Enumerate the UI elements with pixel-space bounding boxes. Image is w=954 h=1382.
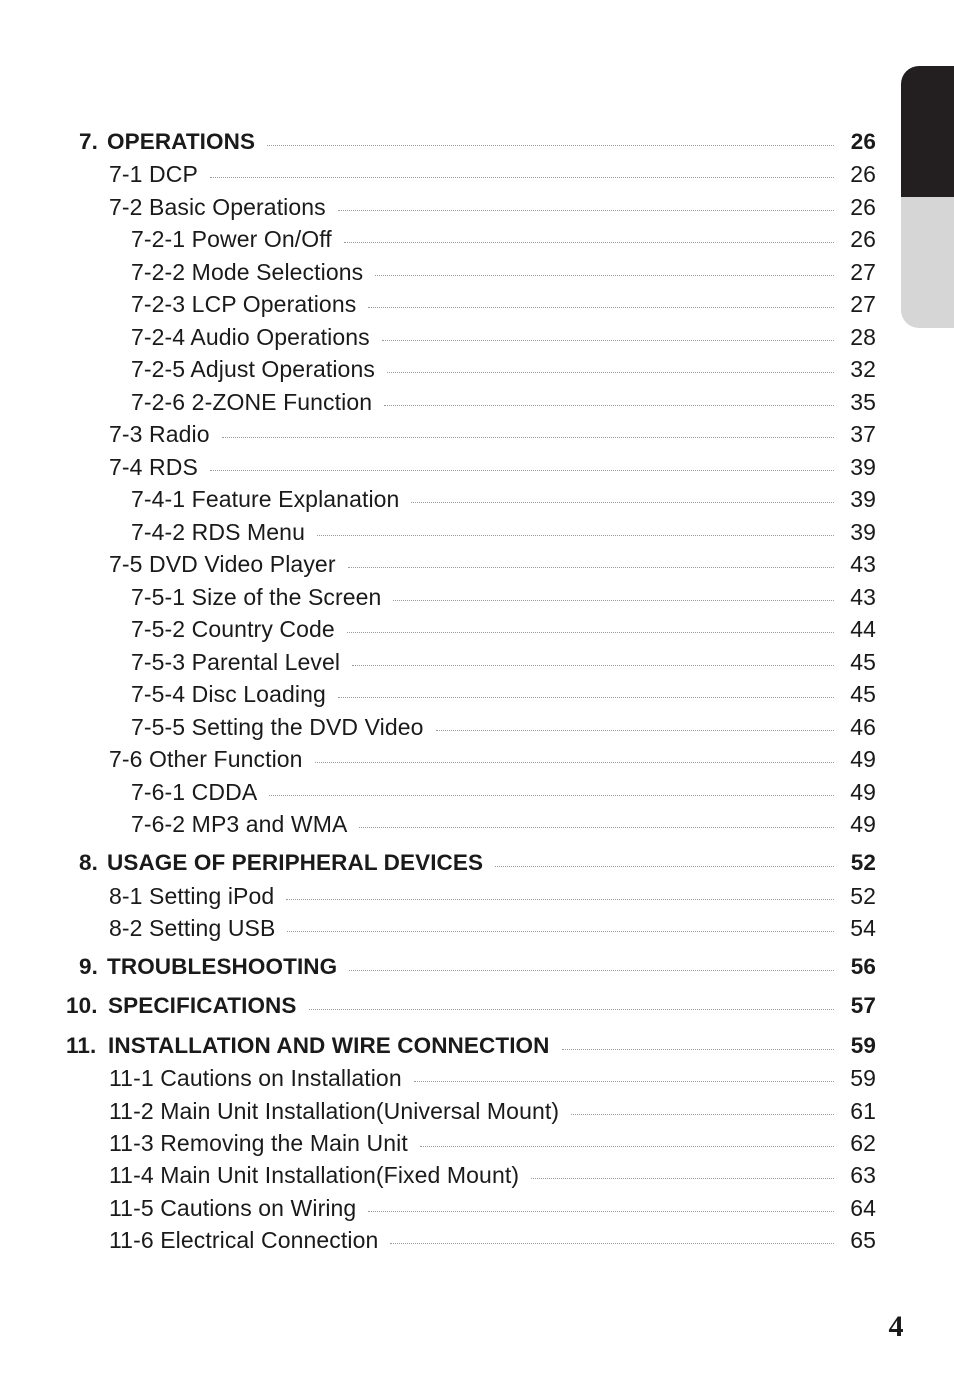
toc-title: 11-6 Electrical Connection xyxy=(109,1227,379,1253)
dot-leader xyxy=(531,1178,834,1179)
dot-leader xyxy=(495,866,834,867)
toc-entry[interactable] xyxy=(0,517,954,547)
dot-leader xyxy=(210,470,834,471)
toc-entry[interactable] xyxy=(0,257,954,287)
dot-leader xyxy=(414,1081,834,1082)
dot-leader xyxy=(309,1009,835,1010)
toc-title: 11-5 Cautions on Wiring xyxy=(109,1195,357,1221)
toc-title: 7-2-6 2-ZONE Function xyxy=(131,389,373,415)
toc-page-number: 43 xyxy=(850,551,876,577)
toc-title: 7-4-2 RDS Menu xyxy=(131,519,305,545)
toc-entry[interactable] xyxy=(0,647,954,677)
toc-title: 7-2-4 Audio Operations xyxy=(131,324,370,350)
toc-title: 8-2 Setting USB xyxy=(109,915,276,941)
toc-page-number: 26 xyxy=(850,161,876,187)
dot-leader xyxy=(562,1049,835,1050)
toc-title: 7-2-5 Adjust Operations xyxy=(131,356,375,382)
dot-leader xyxy=(210,177,834,178)
dot-leader xyxy=(368,307,834,308)
toc-page-number: 26 xyxy=(850,194,876,220)
dot-leader xyxy=(436,730,834,731)
dot-leader xyxy=(359,827,834,828)
toc-entry[interactable] xyxy=(0,614,954,644)
toc-entry[interactable] xyxy=(0,159,954,189)
toc-entry[interactable] xyxy=(0,777,954,807)
toc-page-number: 52 xyxy=(850,883,876,909)
toc-page-number: 49 xyxy=(850,811,876,837)
toc-entry[interactable] xyxy=(0,484,954,514)
dot-leader xyxy=(384,405,834,406)
toc-title: 7-2 Basic Operations xyxy=(109,194,326,220)
dot-leader xyxy=(571,1114,834,1115)
toc-entry[interactable] xyxy=(0,809,954,839)
toc-page-number: 65 xyxy=(850,1227,876,1253)
toc-entry[interactable] xyxy=(0,712,954,742)
dot-leader xyxy=(387,372,834,373)
toc-entry[interactable] xyxy=(0,679,954,709)
toc-title: OPERATIONS xyxy=(107,129,256,154)
toc-entry[interactable] xyxy=(0,322,954,352)
toc-title: 7-5-2 Country Code xyxy=(131,616,335,642)
toc-entry[interactable] xyxy=(0,1225,954,1255)
toc-title: 7-2-2 Mode Selections xyxy=(131,259,364,285)
toc-page-number: 27 xyxy=(850,291,876,317)
dot-leader xyxy=(338,210,834,211)
dot-leader xyxy=(269,795,834,796)
toc-title: USAGE OF PERIPHERAL DEVICES xyxy=(107,850,484,875)
toc-page-number: 35 xyxy=(850,389,876,415)
dot-leader xyxy=(347,632,834,633)
toc-entry[interactable] xyxy=(0,224,954,254)
dot-leader xyxy=(222,437,834,438)
dot-leader xyxy=(368,1211,834,1212)
toc-page-number: 54 xyxy=(850,915,876,941)
toc-entry[interactable] xyxy=(0,744,954,774)
toc-page-number: 39 xyxy=(850,486,876,512)
toc-page-number: 63 xyxy=(850,1162,876,1188)
toc-entry[interactable] xyxy=(0,582,954,612)
toc-title: 7-2-1 Power On/Off xyxy=(131,226,332,252)
toc-title: 8-1 Setting iPod xyxy=(109,883,275,909)
toc-entry[interactable] xyxy=(0,1128,954,1158)
dot-leader xyxy=(349,970,834,971)
toc-entry[interactable] xyxy=(0,354,954,384)
toc-title: 7-1 DCP xyxy=(109,161,198,187)
toc-title: 11-2 Main Unit Installation(Universal Mount) xyxy=(109,1098,560,1124)
toc-entry[interactable] xyxy=(0,452,954,482)
dot-leader xyxy=(348,567,834,568)
toc-page-number: 59 xyxy=(850,1065,876,1091)
toc-entry[interactable] xyxy=(0,387,954,417)
toc-title: 7-5-1 Size of the Screen xyxy=(131,584,382,610)
dot-leader xyxy=(352,665,834,666)
toc-title: 7-5-4 Disc Loading xyxy=(131,681,326,707)
toc-entry[interactable] xyxy=(0,1063,954,1093)
toc-chapter-number: 11. xyxy=(66,1033,97,1058)
dot-leader xyxy=(338,697,834,698)
dot-leader xyxy=(344,242,834,243)
toc-title: 7-6-1 CDDA xyxy=(131,779,258,805)
toc-page-number: 39 xyxy=(850,519,876,545)
toc-page-number: 45 xyxy=(850,681,876,707)
dot-leader xyxy=(382,340,834,341)
toc-title: INSTALLATION AND WIRE CONNECTION xyxy=(108,1033,550,1058)
dot-leader xyxy=(315,762,834,763)
toc-chapter[interactable] xyxy=(0,1031,954,1061)
toc-title: 7-5-3 Parental Level xyxy=(131,649,341,675)
toc-page-number: 28 xyxy=(850,324,876,350)
toc-page-number: 49 xyxy=(850,746,876,772)
toc-page-number: 26 xyxy=(850,129,876,154)
toc-entry[interactable] xyxy=(0,1096,954,1126)
toc-page-number: 32 xyxy=(850,356,876,382)
toc-title: 11-1 Cautions on Installation xyxy=(109,1065,402,1091)
toc-chapter-number: 8. xyxy=(79,850,98,875)
toc-chapter-number: 10. xyxy=(66,993,98,1018)
toc-title: SPECIFICATIONS xyxy=(108,993,297,1018)
toc-page-number: 46 xyxy=(850,714,876,740)
toc-entry[interactable] xyxy=(0,913,954,943)
toc-title: 7-4 RDS xyxy=(109,454,198,480)
toc-page-number: 52 xyxy=(850,850,876,875)
toc-page-number: 61 xyxy=(850,1098,876,1124)
toc-chapter[interactable] xyxy=(0,952,954,982)
toc-title: 11-3 Removing the Main Unit xyxy=(109,1130,408,1156)
toc-entry[interactable] xyxy=(0,289,954,319)
dot-leader xyxy=(317,535,834,536)
toc-title: 11-4 Main Unit Installation(Fixed Mount) xyxy=(109,1162,520,1188)
toc-title: TROUBLESHOOTING xyxy=(107,954,338,979)
dot-leader xyxy=(287,931,834,932)
toc-page-number: 37 xyxy=(850,421,876,447)
toc-page-number: 64 xyxy=(850,1195,876,1221)
dot-leader xyxy=(420,1146,834,1147)
toc-chapter[interactable] xyxy=(0,991,954,1021)
toc-page-number: 57 xyxy=(850,993,876,1018)
toc-page-number: 26 xyxy=(850,226,876,252)
toc-title: 7-3 Radio xyxy=(109,421,210,447)
toc-page-number: 49 xyxy=(850,779,876,805)
dot-leader xyxy=(286,899,834,900)
dot-leader xyxy=(411,502,834,503)
toc-chapter-number: 7. xyxy=(79,129,98,154)
toc-page-number: 39 xyxy=(850,454,876,480)
page-number: 4 xyxy=(888,1310,904,1343)
toc-title: 7-6-2 MP3 and WMA xyxy=(131,811,348,837)
toc-entry[interactable] xyxy=(0,549,954,579)
toc-page-number: 62 xyxy=(850,1130,876,1156)
toc-page-number: 44 xyxy=(850,616,876,642)
toc-title: 7-5 DVD Video Player xyxy=(109,551,336,577)
toc-page-number: 27 xyxy=(850,259,876,285)
toc-chapter-number: 9. xyxy=(79,954,98,979)
toc-page-number: 59 xyxy=(850,1033,876,1058)
dot-leader xyxy=(393,600,834,601)
toc-page-number: 56 xyxy=(850,954,876,979)
toc-entry[interactable] xyxy=(0,419,954,449)
toc-entry[interactable] xyxy=(0,1193,954,1223)
toc-page-number: 45 xyxy=(850,649,876,675)
toc-entry[interactable] xyxy=(0,192,954,222)
dot-leader xyxy=(390,1243,834,1244)
toc-page-number: 43 xyxy=(850,584,876,610)
toc-entry[interactable] xyxy=(0,881,954,911)
toc-chapter[interactable] xyxy=(0,127,954,157)
toc-chapter[interactable] xyxy=(0,848,954,878)
toc-entry[interactable] xyxy=(0,1160,954,1190)
toc-title: 7-6 Other Function xyxy=(109,746,303,772)
toc-title: 7-2-3 LCP Operations xyxy=(131,291,357,317)
toc-title: 7-4-1 Feature Explanation xyxy=(131,486,400,512)
dot-leader xyxy=(375,275,834,276)
toc-title: 7-5-5 Setting the DVD Video xyxy=(131,714,424,740)
dot-leader xyxy=(267,145,834,146)
